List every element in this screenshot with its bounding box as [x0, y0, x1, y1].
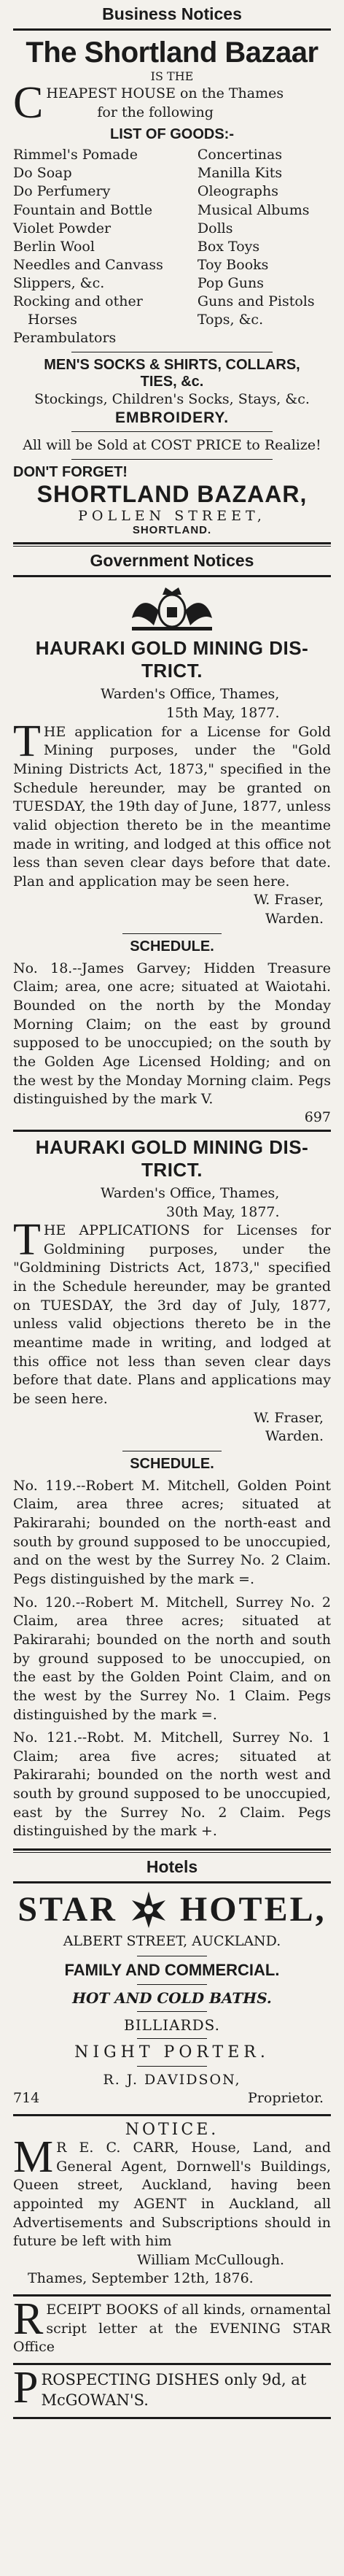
- list-item: Do Soap: [13, 165, 72, 182]
- hotel-address: ALBERT STREET, AUCKLAND.: [63, 1933, 281, 1950]
- billiards: BILLIARDS.: [124, 2016, 220, 2034]
- list-item: Tops, &c.: [197, 311, 264, 328]
- notice2-text: THE APPLICATIONS for Licenses for Goldmining purposes, under the "Goldmining Districts Act, 1873," specified in the Schedule hereunder, may be granted on TUESDAY, the 3rd day of July, 1877, unless valid objections thereto be in the meantime made in writing, and lodged at this office not less than seven clear days before that date. Plans and applications may be seen here.: [13, 1215, 331, 1407]
- night-porter: NIGHT PORTER.: [74, 2043, 270, 2062]
- notice2-schedule-item: No. 119.--Robert M. Mitchell, Golden Point Claim, area three acres; situated at Pakirarahi; bounded on the north-east and south by ground supposed to be unoccupied, and on the west by the Surrey No. 2 Claim. Pegs distinguished by the mark =.: [13, 1477, 331, 1588]
- goods-right-column: [198, 146, 331, 347]
- government-notices-heading: Government Notices: [90, 551, 254, 571]
- ties-line: TIES, &c.: [140, 374, 204, 390]
- divider: [137, 2011, 207, 2012]
- list-item: Box Toys: [197, 238, 260, 255]
- business-notices-heading: Business Notices: [102, 4, 242, 23]
- goods-list: [13, 146, 331, 347]
- list-item: Toy Books: [197, 256, 269, 273]
- bazaar-name: SHORTLAND BAZAAR,: [36, 481, 308, 508]
- notice2-signature: W. Fraser, Warden.: [254, 1409, 324, 1445]
- divider: [122, 933, 222, 934]
- notice-signature: William McCullough.: [137, 2251, 285, 2268]
- drop-cap: C: [13, 78, 44, 128]
- street-line: POLLEN STREET,: [78, 508, 266, 525]
- list-item: Guns and Pistols: [197, 293, 315, 309]
- embroidery-line: EMBROIDERY.: [114, 409, 230, 426]
- list-item: Dolls: [197, 220, 233, 236]
- list-item: Musical Albums: [197, 201, 310, 218]
- list-item: Fountain and Bottle: [13, 201, 153, 218]
- list-item: Slippers, &c.: [13, 274, 105, 291]
- drop-cap: T: [13, 716, 41, 766]
- notice1-schedule-heading: SCHEDULE.: [130, 938, 214, 955]
- notice2-schedule-item: No. 121.--Robt. M. Mitchell, Surrey No. 1 Claim; area five acres; situated at Pakirarahi; bounded on the north west and south by ground supposed to be unoccupied, east by the Surrey No. 2 Claim. Pegs distinguished by the mark +.: [13, 1729, 331, 1840]
- notice1-date: 15th May, 1877.: [166, 705, 280, 722]
- stockings-line: Stockings, Children's Socks, Stays, &c.: [34, 391, 310, 408]
- family-commercial: FAMILY AND COMMERCIAL.: [64, 1960, 280, 1979]
- divider: [137, 2038, 207, 2039]
- star-word: STAR: [17, 1890, 117, 1929]
- divider: [13, 28, 331, 31]
- star-hotel-title: [13, 1889, 331, 1929]
- notice2-office: Warden's Office, Thames,: [101, 1184, 280, 1201]
- drop-cap: P: [13, 2362, 39, 2413]
- divider: [13, 2114, 331, 2116]
- is-the-label: IS THE: [150, 69, 194, 83]
- list-of-goods-title: LIST OF GOODS:-: [110, 126, 234, 143]
- divider: [71, 431, 273, 432]
- divider: [137, 1984, 207, 1985]
- star-icon: [129, 1890, 168, 1929]
- divider: [13, 2363, 331, 2365]
- list-item: Needles and Canvass: [13, 256, 163, 273]
- notice1-office: Warden's Office, Thames,: [101, 686, 280, 703]
- notice1-title-line2: TRICT.: [141, 660, 203, 682]
- socks-line: MEN'S SOCKS & SHIRTS, COLLARS,: [44, 357, 300, 374]
- town-line: SHORTLAND.: [132, 524, 212, 537]
- cost-price-line: All will be Sold at COST PRICE to Realize!: [23, 436, 321, 453]
- drop-cap: T: [13, 1215, 41, 1265]
- notice1-text: THE application for a License for Gold Mining purposes, under the "Gold Mining Districts Act, 1873," specified in the Schedule hereunder, may be granted on TUESDAY, the 19th day of June, 1877, unless valid objection thereto be in the meantime made in writing, and lodged at this office not less than seven clear days before that date. Plan and application may be seen here.: [13, 716, 331, 890]
- list-item: Horses: [28, 311, 77, 328]
- notice2-schedule-item: No. 120.--Robert M. Mitchell, Surrey No. 2 Claim, area three acres; situated at Pakirarahi; bounded on the north and south by ground supposed to be unoccupied, on the east by the Golden Point Claim, and on the west by the Surrey No. 1 Claim. Pegs distinguished by the mark =.: [13, 1594, 331, 1723]
- notice2-date: 30th May, 1877.: [166, 1203, 280, 1220]
- list-item: Perambulators: [13, 330, 117, 347]
- hotels-heading: Hotels: [146, 1857, 198, 1877]
- notice1-title-line1: HAURAKI GOLD MINING DIS-: [35, 637, 309, 660]
- proprietor-name: R. J. DAVIDSON,: [103, 2071, 241, 2088]
- list-item: Concertinas: [197, 147, 283, 163]
- divider: [13, 542, 331, 544]
- notice-heading: NOTICE.: [125, 2120, 219, 2139]
- proprietor-role: Proprietor.: [248, 2090, 324, 2107]
- notice1-signature: W. Fraser, Warden.: [254, 892, 324, 928]
- goods-left-column: [13, 146, 198, 347]
- notice2-schedule-heading: SCHEDULE.: [130, 1455, 214, 1472]
- list-item: Rocking and other: [13, 293, 143, 309]
- divider: [13, 1848, 331, 1851]
- hotel-ref: 714: [13, 2090, 40, 2107]
- list-item: Oleographs: [197, 183, 278, 200]
- divider: [13, 1130, 331, 1132]
- list-item: Pop Guns: [197, 274, 264, 291]
- divider: [137, 2066, 207, 2067]
- notice2-title-line2: TRICT.: [141, 1158, 203, 1181]
- list-item: Manilla Kits: [197, 165, 283, 182]
- notice-text: M R E. C. CARR, House, Land, and General Agent, Dornwell's Buildings, Queen street, Auckland, having been appointed my AGENT in Auckland, all Advertisements and Subscriptions should in future be left with him: [13, 2132, 331, 2250]
- notice2-title-line1: HAURAKI GOLD MINING DIS-: [35, 1135, 309, 1158]
- divider: [13, 575, 331, 577]
- prospecting-dishes-ad: PROSPECTING DISHES only 9d, at McGOWAN'S.: [13, 2362, 307, 2413]
- drop-cap: M: [13, 2132, 54, 2182]
- hotel-word: HOTEL,: [179, 1890, 327, 1929]
- divider: [13, 2417, 331, 2419]
- notice1-ref: 697: [304, 1108, 331, 1125]
- list-item: Rimmel's Pomade: [13, 147, 138, 163]
- list-item: Violet Powder: [13, 220, 112, 236]
- receipt-books-ad: RECEIPT BOOKS of all kinds, ornamental script letter at the EVENING STAR Office: [13, 2294, 331, 2356]
- notice-date: Thames, September 12th, 1876.: [28, 2270, 254, 2287]
- drop-cap: R: [13, 2294, 44, 2345]
- dont-forget: DON'T FORGET!: [13, 464, 128, 481]
- list-item: Do Perfumery: [13, 183, 111, 200]
- divider: [13, 2294, 331, 2297]
- notice1-schedule-item: No. 18.--James Garvey; Hidden Treasure Claim; area, one acre; situated at Waiotahi. Bounded on the north by the Monday Morning Claim; on the east by ground supposed to be unoccupied; on the south by the Golden Age Licensed Holding; and on the west by the Monday Morning claim. Pegs distinguished by the mark V.: [13, 960, 331, 1108]
- cheapest-house-line: C HEAPEST HOUSE on the Thames for the following: [13, 78, 284, 128]
- hot-cold-baths: HOT AND COLD BATHS.: [72, 1989, 272, 2007]
- divider: [71, 459, 273, 460]
- list-item: Berlin Wool: [13, 238, 95, 255]
- proprietor-line: [13, 2089, 331, 2108]
- royal-crest-icon: [117, 582, 227, 633]
- divider: [13, 1881, 331, 1883]
- shortland-bazaar-title: The Shortland Bazaar: [26, 36, 318, 69]
